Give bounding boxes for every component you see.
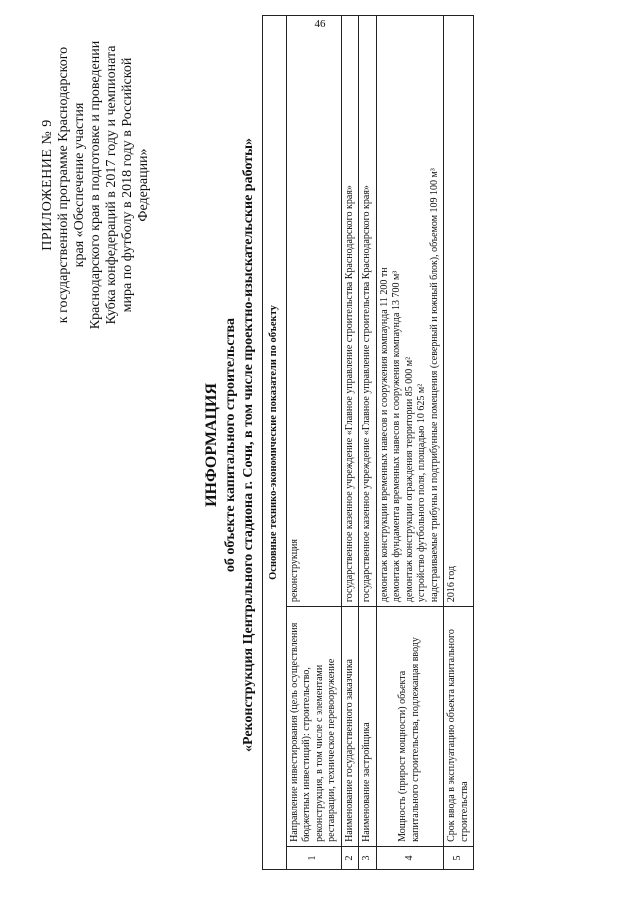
indicators-table xyxy=(262,15,474,870)
document-title: ИНФОРМАЦИЯ xyxy=(203,383,220,507)
table-row xyxy=(286,16,341,870)
capacity-line: демонтаж конструкции ограждения территории 85 000 м² xyxy=(403,356,415,603)
row-value: государственное казенное учреждение «Главное управление строительства Краснодарского края» xyxy=(359,16,377,607)
row-value: 2016 год xyxy=(444,16,474,607)
document-subtitle: об объекте капитального строительства xyxy=(223,317,238,573)
capacity-line: устройство футбольного поля, площадью 10 625 м² xyxy=(416,383,427,603)
table-row xyxy=(359,16,377,870)
capacity-line: надстраиваемые трибуны и подтрибунные помещения (северный и южный блок), объемом 109 100 м³ xyxy=(428,168,440,603)
capacity-line: демонтаж конструкции временных навесов и сооружения компаунда 11 200 тн xyxy=(378,267,390,603)
row-number: 2 xyxy=(341,846,359,869)
capacity-line: демонтаж фундамента временных навесов и сооружения компаунда 13 700 м³ xyxy=(391,270,402,603)
appendix-line: Краснодарского края в подготовке и проведении xyxy=(88,40,103,330)
table-row xyxy=(444,16,474,870)
row-number: 4 xyxy=(376,846,444,869)
row-value: реконструкция xyxy=(286,16,341,607)
table-header-row xyxy=(263,16,287,870)
row-name: Наименование застройщика xyxy=(359,607,377,847)
row-value-list xyxy=(376,16,444,607)
appendix-line: к государственной программе Краснодарского xyxy=(56,46,71,324)
appendix-line: Кубка конфедераций в 2017 году и чемпионата xyxy=(104,45,119,325)
table-header: Основные технико-экономические показатели по объекту xyxy=(263,16,287,870)
appendix-line: края «Обеспечение участия xyxy=(72,102,87,268)
rotated-page-content xyxy=(40,15,600,875)
appendix-line: мира по футболу в 2018 году в Российской xyxy=(120,57,135,313)
appendix-block xyxy=(40,25,152,345)
row-name: Срок ввода в эксплуатацию объекта капитального строительства xyxy=(444,607,474,847)
row-name: Мощность (прирост мощности) объекта капитального строительства, подлежащая вводу xyxy=(376,607,444,847)
table-row xyxy=(341,16,359,870)
row-value: государственное казенное учреждение «Главное управление строительства Краснодарского края» xyxy=(341,16,359,607)
page-number: 46 xyxy=(314,18,326,30)
appendix-title: ПРИЛОЖЕНИЕ № 9 xyxy=(40,119,55,251)
row-name: Наименование государственного заказчика xyxy=(341,607,359,847)
row-number: 3 xyxy=(359,846,377,869)
table-row xyxy=(376,16,444,870)
appendix-line: Федерации» xyxy=(136,148,151,222)
object-name: «Реконструкция Центрального стадиона г. Сочи, в том числе проектно-изыскательские работы» xyxy=(241,137,256,753)
row-number: 1 xyxy=(286,846,341,869)
row-name: Направление инвестирования (цель осуществления бюджетных инвестиций): строительство, реконструкция, в том числе с элементами реставрации, техническое перевооружение xyxy=(286,607,341,847)
row-number: 5 xyxy=(444,846,474,869)
document-heading xyxy=(202,15,258,875)
